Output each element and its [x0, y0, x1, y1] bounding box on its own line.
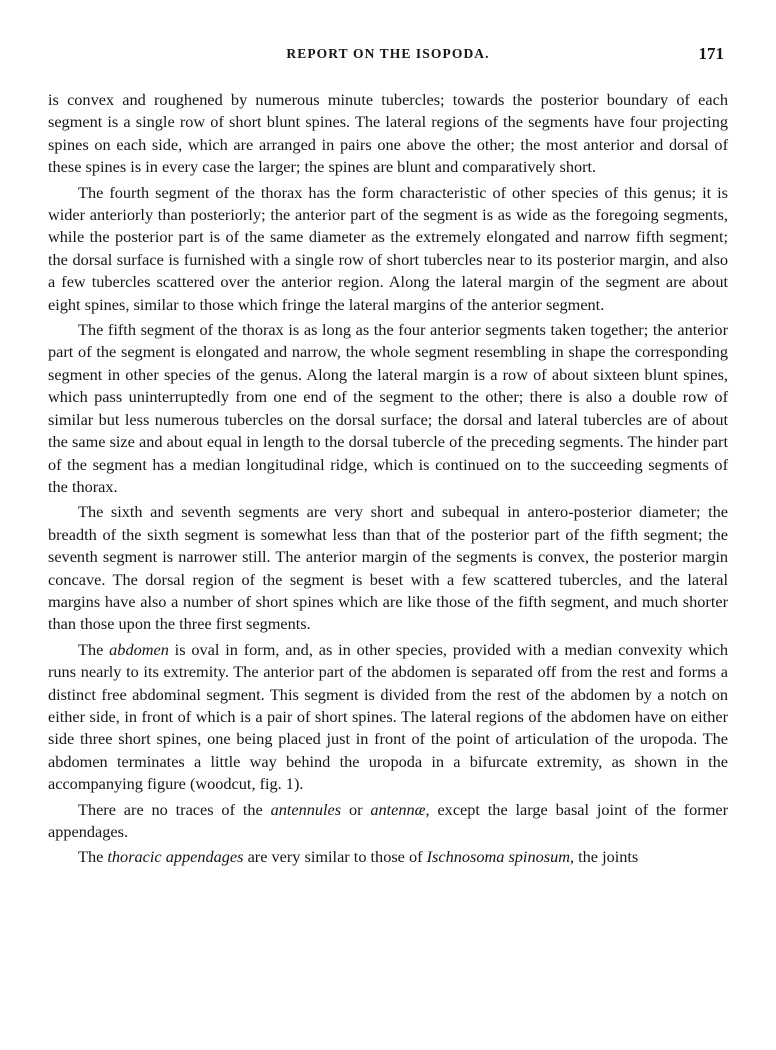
italic-term: abdomen [109, 639, 169, 659]
italic-term: thoracic appendages [107, 847, 244, 867]
text-run: is oval in form, and, as in other species, provided with a median convexity which runs nearly to its extremity. The anterior part of the abdomen is separated off from the rest and forms a distinct free abdominal segment. This segment is divided from the rest of the abdomen by a notch on either side, in front of which is a pair of short spines. The lateral regions of the abdomen have on either side three short spines, one being placed just in front of the point of articulation of the uropoda. The abdomen terminates a little way behind the uropoda in a bifurcate extremity, as shown in the accompanying figure (woodcut, fig. 1). [48, 639, 728, 794]
body-text [48, 89, 728, 872]
paragraph [48, 182, 728, 316]
paragraph [48, 501, 728, 635]
text-run: The [78, 639, 110, 659]
text-run: The sixth and seventh segments are very short and subequal in antero-posterior diameter; the breadth of the sixth segment is somewhat less than that of the posterior part of the fifth segment; the seventh segment is narrower still. The anterior margin of the segments is convex, the posterior margin concave. The dorsal region of the segment is beset with a few scattered tubercles, and the lateral margins have also a number of short spines which are like those of the fifth segment, and much shorter than those upon the three first segments. [48, 502, 728, 634]
text-run: is convex and roughened by numerous minute tubercles; towards the posterior boundary of each segment is a single row of short blunt spines. The lateral regions of the segments have four projecting spines on each side, which are arranged in pairs one above the other; the most anterior and dorsal of these spines is in every case the larger; the spines are blunt and comparatively short. [48, 90, 728, 177]
paragraph [48, 319, 728, 498]
running-title: REPORT ON THE ISOPODA. [286, 46, 490, 61]
text-run: The fifth segment of the thorax is as long as the four anterior segments taken together; the anterior part of the segment is elongated and narrow, the whole segment resembling in shape the corresponding segment in other species of the genus. Along the lateral margin is a row of about sixteen blunt spines, which pass uninterruptedly from one end of the segment to the other; there is also a double row of similar but less numerous tubercles on the dorsal surface; the dorsal and lateral tubercles are of about the same size and about equal in length to the dorsal tubercle of the preceding segments. The hinder part of the segment has a median longitudinal ridge, which is continued on to the succeeding segments of the thorax. [48, 320, 728, 496]
text-run: There are no traces of the [78, 799, 271, 819]
text-run: The [78, 847, 108, 867]
paragraph [48, 639, 728, 796]
italic-term: antennules [270, 799, 342, 819]
text-run: , the joints [569, 847, 639, 867]
page-header [0, 44, 776, 70]
text-run: The fourth segment of the thorax has the form characteristic of other species of this genus; it is wider anteriorly than posteriorly; the anterior part of the segment is as wide as the foregoing segments, while the posterior part is of the same diameter as the extremely elongated and narrow fifth segment; the dorsal surface is furnished with a single row of short tubercles near to its posterior margin, and also a few tubercles scattered over the anterior region. Along the lateral margin of the segment are about eight spines, similar to those which fringe the lateral margins of the anterior segment. [48, 182, 728, 314]
paragraph [48, 89, 728, 179]
text-run: , except the large basal joint of the former appendages. [48, 799, 729, 841]
paragraph [48, 799, 728, 844]
italic-term: antennæ [370, 799, 426, 819]
paragraph [48, 846, 728, 868]
text-run: are very similar to those of [243, 847, 427, 867]
italic-term: Ischnosoma spinosum [426, 847, 570, 867]
page-number: 171 [698, 44, 724, 63]
text-run: or [341, 799, 371, 819]
